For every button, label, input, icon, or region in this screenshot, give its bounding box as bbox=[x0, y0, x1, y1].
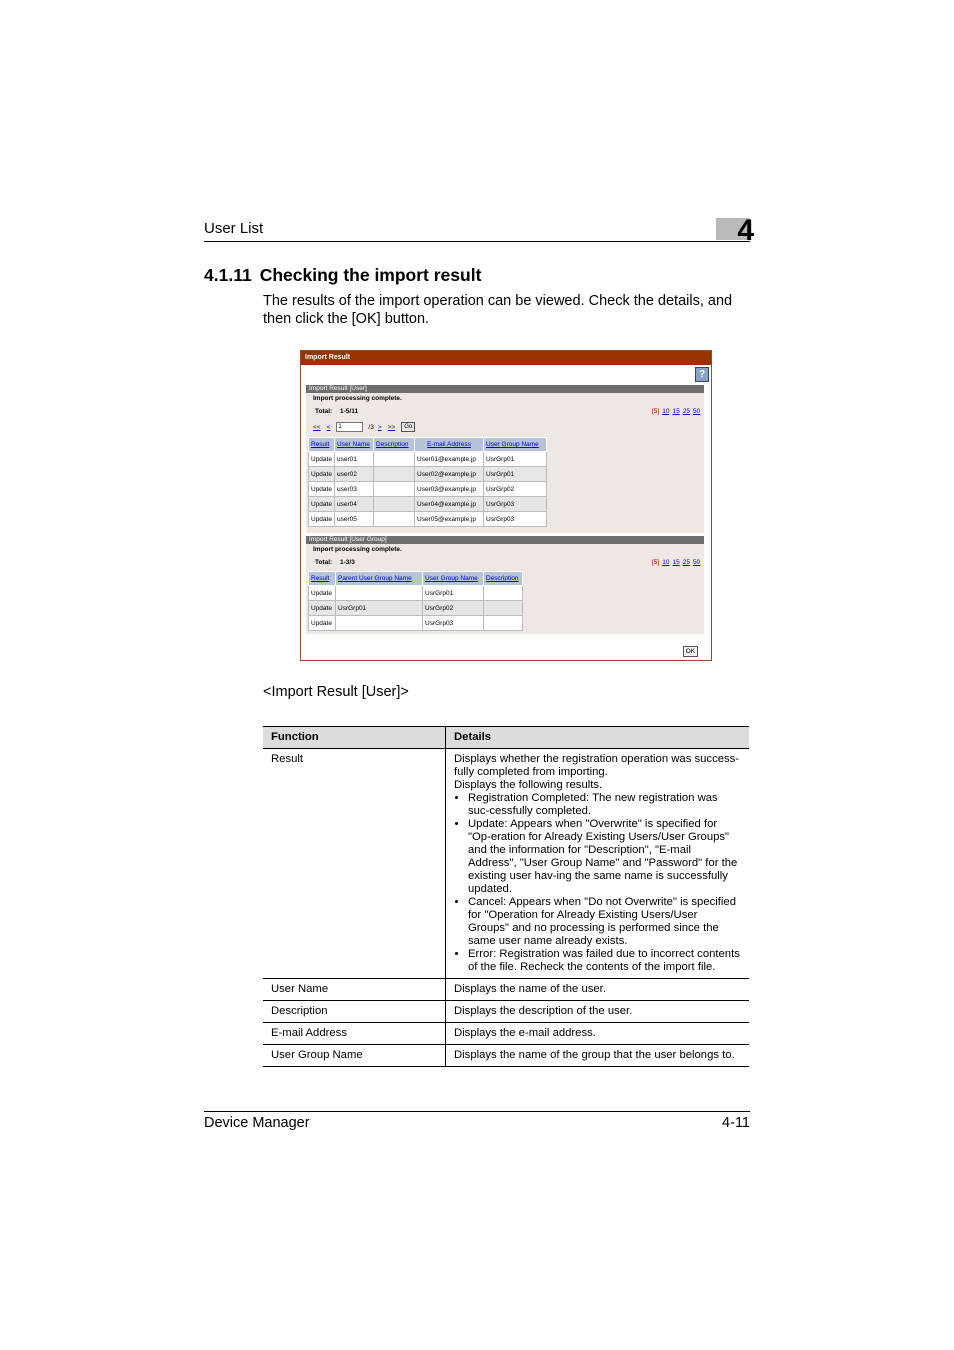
window-title: Import Result bbox=[301, 351, 711, 365]
user-total bbox=[315, 408, 358, 415]
group-per-page-15[interactable]: 15 bbox=[672, 559, 680, 566]
bullet-item: • Registration Completed: The new registration was suc-cessfully completed. bbox=[468, 792, 741, 818]
header-details: Details bbox=[446, 727, 750, 749]
bullet-item: • Error: Registration was failed due to incorrect contents of the file. Recheck the contents of the import file. bbox=[468, 948, 741, 974]
user-total-value: 1-5/11 bbox=[340, 408, 359, 415]
user-status-text: Import processing complete. bbox=[313, 395, 402, 402]
table-row bbox=[263, 1023, 749, 1045]
group-panel-title: Import Result [User Group] bbox=[306, 536, 704, 544]
function-name: User Name bbox=[263, 979, 446, 1001]
col-user-group-name[interactable]: User Group Name bbox=[484, 438, 547, 452]
col-user-name[interactable]: User Name bbox=[335, 438, 374, 452]
bullet-item: • Update: Appears when "Overwrite" is specified for "Op-eration for Already Existing Users/User Groups" and the information for "Description", "E-mail Address", "User Group Name" and "Password" for the existing user hav-ing the same name is successfully updated. bbox=[468, 818, 741, 896]
group-total-label: Total: bbox=[315, 559, 333, 566]
col-user-group-name[interactable]: User Group Name bbox=[423, 572, 484, 586]
table-row bbox=[309, 586, 523, 601]
cell-parent-group bbox=[336, 586, 423, 601]
cell-user-group: UsrGrp01 bbox=[484, 452, 547, 467]
cell-description bbox=[374, 482, 415, 497]
cell-user-name: user02 bbox=[335, 467, 374, 482]
cell-user-group: UsrGrp03 bbox=[484, 512, 547, 527]
group-per-page bbox=[652, 559, 700, 566]
header-rule bbox=[204, 241, 750, 242]
table-row bbox=[309, 512, 547, 527]
pager-first[interactable]: << bbox=[313, 423, 321, 431]
cell-description bbox=[374, 452, 415, 467]
user-per-page-10[interactable]: 10 bbox=[662, 408, 670, 415]
page-number: 4-11 bbox=[722, 1115, 750, 1131]
page-number-input[interactable]: 1 bbox=[336, 422, 363, 432]
section-heading bbox=[204, 265, 481, 286]
col-result[interactable]: Result bbox=[309, 572, 336, 586]
user-pager bbox=[313, 422, 415, 432]
cell-user-name: user03 bbox=[335, 482, 374, 497]
cell-parent-group bbox=[336, 616, 423, 631]
cell-description bbox=[374, 512, 415, 527]
group-total-value: 1-3/3 bbox=[340, 559, 355, 566]
cell-result: Update bbox=[309, 452, 335, 467]
function-details bbox=[446, 749, 750, 979]
cell-result: Update bbox=[309, 497, 335, 512]
user-per-page-15[interactable]: 15 bbox=[672, 408, 680, 415]
function-name: Result bbox=[263, 749, 446, 979]
page-count: /3 bbox=[368, 423, 374, 431]
col-email[interactable]: E-mail Address bbox=[415, 438, 484, 452]
group-total bbox=[315, 559, 355, 566]
group-status-text: Import processing complete. bbox=[313, 546, 402, 553]
cell-parent-group: UsrGrp01 bbox=[336, 601, 423, 616]
section-number: 4.1.11 bbox=[204, 265, 252, 285]
table-row bbox=[309, 452, 547, 467]
user-total-label: Total: bbox=[315, 408, 333, 415]
user-result-table bbox=[308, 437, 547, 527]
chapter-number: 4 bbox=[737, 214, 754, 247]
table-row bbox=[309, 616, 523, 631]
table-row bbox=[309, 467, 547, 482]
group-per-page-10[interactable]: 10 bbox=[662, 559, 670, 566]
cell-result: Update bbox=[309, 482, 335, 497]
ok-button[interactable]: OK bbox=[683, 646, 698, 657]
col-result[interactable]: Result bbox=[309, 438, 335, 452]
cell-user-name: user01 bbox=[335, 452, 374, 467]
footer-product-name: Device Manager bbox=[204, 1115, 310, 1131]
cell-email: User05@example.jp bbox=[415, 512, 484, 527]
user-per-page bbox=[652, 408, 700, 415]
cell-user-group: UsrGrp03 bbox=[423, 616, 484, 631]
cell-user-group: UsrGrp01 bbox=[423, 586, 484, 601]
function-details: Displays the name of the user. bbox=[446, 979, 750, 1001]
cell-result: Update bbox=[309, 616, 336, 631]
import-result-screenshot bbox=[300, 350, 712, 661]
cell-description bbox=[484, 616, 523, 631]
col-parent-group[interactable]: Parent User Group Name bbox=[336, 572, 423, 586]
table-row bbox=[263, 979, 749, 1001]
pager-prev[interactable]: < bbox=[326, 423, 331, 431]
cell-email: User02@example.jp bbox=[415, 467, 484, 482]
pager-next[interactable]: > bbox=[377, 423, 382, 431]
go-button[interactable]: Go bbox=[401, 422, 415, 432]
header-function: Function bbox=[263, 727, 446, 749]
user-per-page-25[interactable]: 25 bbox=[682, 408, 690, 415]
function-details: Displays the name of the group that the user belongs to. bbox=[446, 1045, 750, 1067]
function-name: User Group Name bbox=[263, 1045, 446, 1067]
cell-user-group: UsrGrp03 bbox=[484, 497, 547, 512]
result-bullet-list bbox=[454, 792, 741, 974]
group-per-page-current: [5] bbox=[652, 559, 660, 566]
function-details: Displays the description of the user. bbox=[446, 1001, 750, 1023]
footer-rule bbox=[204, 1111, 750, 1112]
cell-email: User03@example.jp bbox=[415, 482, 484, 497]
user-per-page-current: [5] bbox=[652, 408, 660, 415]
cell-result: Update bbox=[309, 586, 336, 601]
function-name: Description bbox=[263, 1001, 446, 1023]
table-row bbox=[263, 1045, 749, 1067]
cell-result: Update bbox=[309, 601, 336, 616]
cell-email: User04@example.jp bbox=[415, 497, 484, 512]
user-per-page-50[interactable]: 50 bbox=[692, 408, 701, 415]
table-row bbox=[309, 601, 523, 616]
col-description[interactable]: Description bbox=[484, 572, 523, 586]
cell-result: Update bbox=[309, 467, 335, 482]
detail-line: fully completed from importing. bbox=[454, 766, 608, 778]
cell-description bbox=[484, 586, 523, 601]
table-row bbox=[263, 749, 749, 979]
group-result-table bbox=[308, 571, 523, 631]
cell-user-group: UsrGrp02 bbox=[484, 482, 547, 497]
detail-line: Displays the following results. bbox=[454, 779, 603, 791]
col-description[interactable]: Description bbox=[374, 438, 415, 452]
cell-user-name: user04 bbox=[335, 497, 374, 512]
table-row bbox=[309, 497, 547, 512]
cell-result: Update bbox=[309, 512, 335, 527]
function-details: Displays the e-mail address. bbox=[446, 1023, 750, 1045]
cell-description bbox=[374, 497, 415, 512]
cell-user-name: user05 bbox=[335, 512, 374, 527]
help-icon[interactable]: ? bbox=[695, 367, 709, 382]
figure-caption: <Import Result [User]> bbox=[263, 684, 409, 700]
user-panel-title: Import Result [User] bbox=[306, 385, 704, 393]
group-per-page-50[interactable]: 50 bbox=[692, 559, 701, 566]
detail-line: Displays whether the registration operation was success- bbox=[454, 753, 740, 765]
cell-description bbox=[374, 467, 415, 482]
running-header-title: User List bbox=[204, 220, 264, 237]
pager-last[interactable]: >> bbox=[387, 423, 396, 431]
group-per-page-25[interactable]: 25 bbox=[682, 559, 690, 566]
function-details-table bbox=[263, 726, 749, 1067]
section-title: Checking the import result bbox=[259, 265, 482, 285]
cell-email: User01@example.jp bbox=[415, 452, 484, 467]
function-name: E-mail Address bbox=[263, 1023, 446, 1045]
cell-user-group: UsrGrp02 bbox=[423, 601, 484, 616]
table-row bbox=[263, 1001, 749, 1023]
cell-user-group: UsrGrp01 bbox=[484, 467, 547, 482]
table-row bbox=[309, 482, 547, 497]
bullet-item: • Cancel: Appears when "Do not Overwrite" is specified for "Operation for Already Existing Users/User Groups" and no processing is performed since the same user name already exists. bbox=[468, 896, 741, 948]
intro-paragraph: The results of the import operation can be viewed. Check the details, and then click the [OK] button. bbox=[263, 293, 733, 327]
cell-description bbox=[484, 601, 523, 616]
